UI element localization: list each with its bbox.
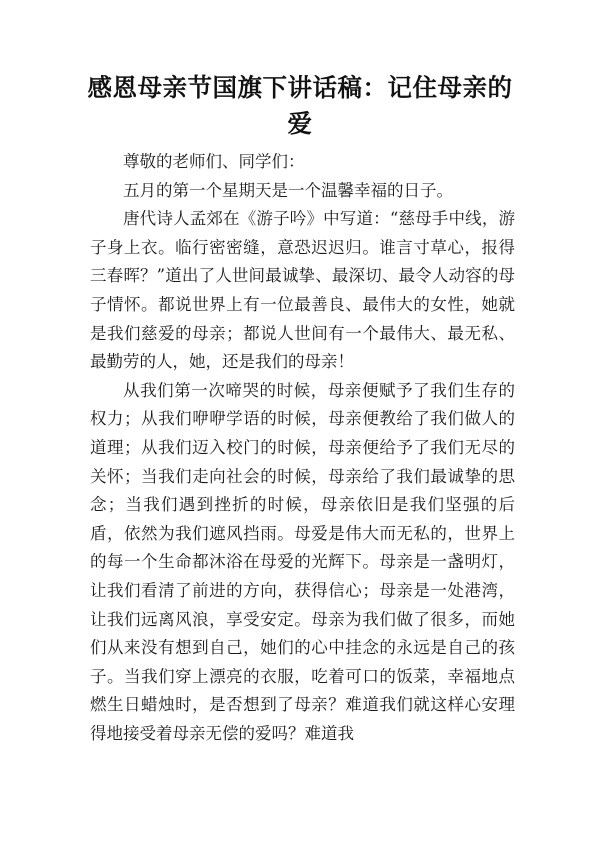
paragraph-poem: 唐代诗人孟郊在《游子吟》中写道：“慈母手中线，游子身上衣。临行密密缝，意恐迟迟归。谁言寸草心，报得三春晖？”道出了人世间最诚挚、最深切、最令人动容的母子情怀。都说世界上有一位最善良、最伟大的女性，她就是我们慈爱的母亲；都说人世间有一个最伟大、最无私、最勤劳的人，她，还是我们的母亲！ [90, 209, 515, 372]
paragraph-intro: 五月的第一个星期天是一个温馨幸福的日子。 [123, 180, 453, 200]
paragraph-mother-love: 从我们第一次啼哭的时候，母亲便赋予了我们生存的权力；从我们咿咿学语的时候，母亲便教给了我们做人的道理；从我们迈入校门的时候，母亲便给予了我们无尽的关怀；当我们走向社会的时候，母亲给了我们最诚挚的思念；当我们遇到挫折的时候，母亲依旧是我们坚强的后盾，依然为我们遮风挡雨。母爱是伟大而无私的，世界上的每一个生命都沐浴在母爱的光辉下。母亲是一盏明灯，让我们看清了前进的方向，获得信心；母亲是一处港湾，让我们远离风浪，享受安定。母亲为我们做了很多，而她们从来没有想到自己，她们的心中挂念的永远是自己的孩子。当我们穿上漂亮的衣服，吃着可口的饭菜，幸福地点燃生日蜡烛时，是否想到了母亲？难道我们就这样心安理得地接受着母亲无偿的爱吗？难道我 [90, 380, 515, 743]
document-body [90, 148, 515, 748]
document-title: 感恩母亲节国旗下讲话稿：记住母亲的爱 [87, 73, 513, 138]
paragraph-salutation: 尊敬的老师们、同学们： [123, 152, 305, 171]
